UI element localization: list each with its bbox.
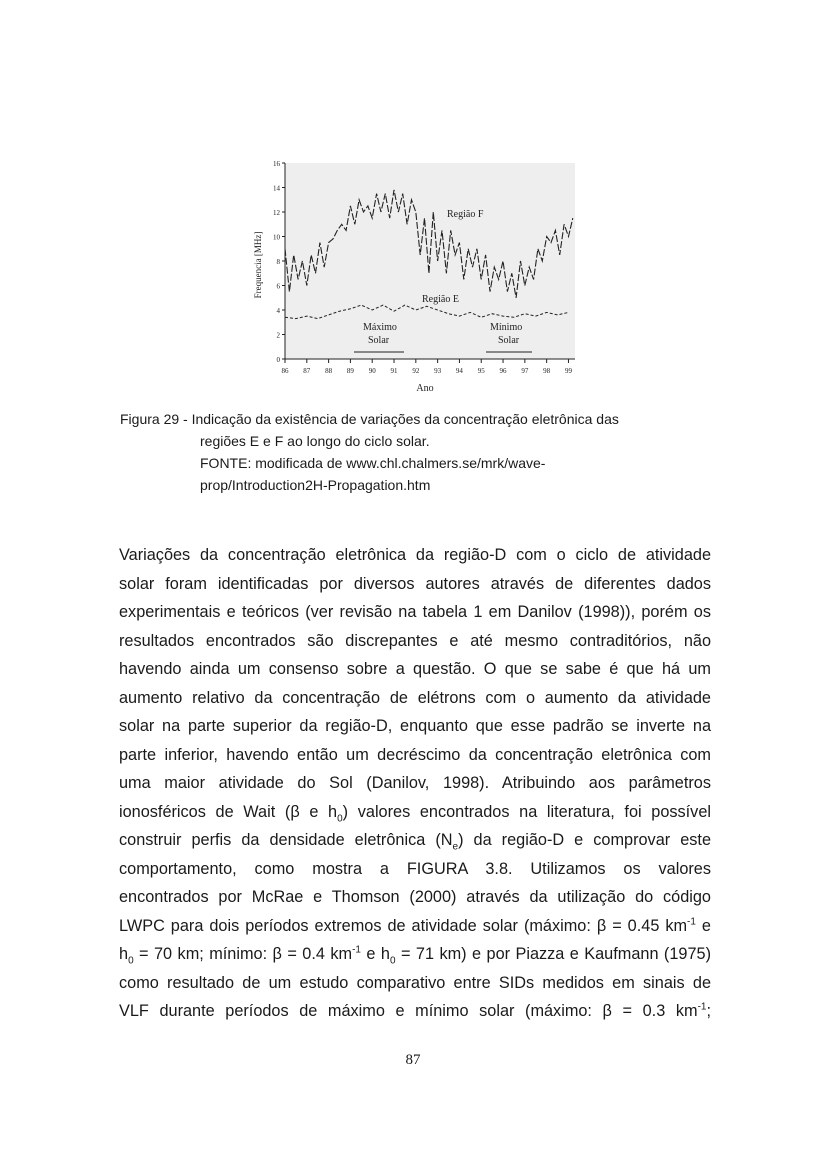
y-tick-label: 2 bbox=[276, 331, 280, 340]
caption-label: Figura 29 - bbox=[120, 411, 192, 427]
text-line: encontrados por McRae e Thomson (2000) através da utilização do código bbox=[119, 888, 711, 906]
text-line bbox=[119, 997, 711, 1026]
x-tick-label: 90 bbox=[368, 367, 376, 375]
x-tick-label: 89 bbox=[346, 367, 354, 375]
text-segment: = 71 km) e por Piazza e Kaufmann (1975) bbox=[395, 945, 711, 963]
x-tick-label: 95 bbox=[477, 367, 485, 375]
x-tick-label: 94 bbox=[455, 367, 463, 375]
text-line: resultados encontrados são discrepantes e até mesmo contraditórios, não bbox=[119, 631, 711, 650]
text-segment: construir perfis da densidade eletrônica (N bbox=[119, 831, 453, 849]
text-segment: ionosféricos de Wait (β e h bbox=[119, 802, 338, 821]
figure-29-chart bbox=[250, 155, 580, 400]
text-line bbox=[119, 912, 711, 941]
caption-source-1: FONTE: modificada de www.chl.chalmers.se/mrk/wave- bbox=[200, 455, 546, 471]
annotation-maximo: Máximo bbox=[363, 322, 397, 333]
text-line: aumento relativo da concentração de elétrons com o aumento da atividade bbox=[119, 688, 711, 707]
superscript: -1 bbox=[697, 1001, 707, 1013]
superscript: -1 bbox=[352, 944, 361, 956]
text-segment: ) da região-D e comprovar este bbox=[458, 831, 711, 849]
text-line: experimentais e teóricos (ver revisão na tabela 1 em Danilov (1998)), porém os bbox=[119, 603, 711, 621]
x-tick-label: 93 bbox=[434, 367, 442, 375]
y-tick-label: 8 bbox=[276, 258, 280, 266]
x-tick-label: 96 bbox=[499, 367, 507, 375]
x-tick-label: 91 bbox=[390, 367, 398, 375]
text-line: Variações da concentração eletrônica da região-D com o ciclo de atividade bbox=[119, 546, 711, 564]
y-tick-label: 6 bbox=[276, 282, 280, 291]
subscript: e bbox=[452, 841, 459, 853]
x-tick-label: 88 bbox=[325, 367, 333, 375]
x-tick-label: 87 bbox=[303, 367, 311, 375]
caption-line-1: Indicação da existência de variações da concentração eletrônica das bbox=[191, 411, 619, 427]
subscript: 0 bbox=[389, 955, 396, 967]
text-segment: ) valores encontrados na literatura, foi possível bbox=[342, 802, 711, 821]
text-line bbox=[119, 798, 711, 827]
x-tick-label: 99 bbox=[564, 367, 572, 375]
annotation-maximo-solar: Solar bbox=[368, 335, 390, 346]
text-segment: h bbox=[119, 945, 129, 963]
y-tick-label: 16 bbox=[273, 160, 280, 168]
y-axis-label: Frequencia [MHz] bbox=[253, 231, 263, 299]
x-axis-label: Ano bbox=[416, 383, 434, 394]
y-tick-label: 0 bbox=[276, 356, 280, 364]
x-tick-label: 97 bbox=[521, 367, 529, 375]
text-segment: ; bbox=[706, 1002, 711, 1020]
x-tick-label: 86 bbox=[281, 367, 289, 375]
text-line: uma maior atividade do Sol (Danilov, 1998). Atribuindo aos parâmetros bbox=[119, 774, 711, 792]
text-segment: e bbox=[695, 916, 711, 935]
annotation-regiao-f: Região F bbox=[447, 209, 484, 220]
x-tick-label: 98 bbox=[543, 367, 551, 375]
text-line: havendo ainda um consenso sobre a questão. O que se sabe é que há um bbox=[119, 660, 711, 678]
text-line bbox=[119, 940, 711, 969]
text-line bbox=[119, 826, 711, 855]
text-segment: VLF durante períodos de máximo e mínimo solar (máximo: β = 0.3 km bbox=[119, 1002, 698, 1020]
text-line: parte inferior, havendo então um decréscimo da concentração eletrônica com bbox=[119, 745, 711, 764]
annotation-minimo-solar: Solar bbox=[498, 335, 520, 346]
text-segment: = 70 km; mínimo: β = 0.4 km bbox=[133, 945, 353, 963]
x-tick-label: 92 bbox=[412, 367, 420, 375]
text-segment: LWPC para dois períodos extremos de atividade solar (máximo: β = 0.45 km bbox=[119, 916, 688, 935]
figure-caption bbox=[120, 408, 720, 496]
caption-source-2: prop/Introduction2H-Propagation.htm bbox=[200, 477, 431, 493]
text-line: como resultado de um estudo comparativo entre SIDs medidos em sinais de bbox=[119, 973, 711, 992]
text-line: solar foram identificadas por diversos autores através de diferentes dados bbox=[119, 574, 711, 593]
body-paragraph bbox=[119, 541, 711, 1026]
caption-line-2: regiões E e F ao longo do ciclo solar. bbox=[200, 433, 430, 449]
annotation-regiao-e: Região E bbox=[422, 294, 459, 305]
y-tick-label: 12 bbox=[273, 209, 280, 217]
superscript: -1 bbox=[687, 916, 696, 928]
text-segment: e h bbox=[360, 945, 390, 963]
text-line: solar na parte superior da região-D, enquanto que esse padrão se inverte na bbox=[119, 717, 711, 735]
subscript: 0 bbox=[128, 955, 134, 967]
text-line: comportamento, como mostra a FIGURA 3.8. Utilizamos os valores bbox=[119, 859, 711, 878]
annotation-minimo: Mínimo bbox=[490, 322, 523, 333]
y-tick-label: 10 bbox=[273, 233, 280, 242]
page-number: 87 bbox=[405, 1052, 421, 1068]
y-tick-label: 14 bbox=[273, 184, 280, 193]
subscript: 0 bbox=[337, 812, 343, 824]
y-tick-label: 4 bbox=[276, 307, 280, 315]
